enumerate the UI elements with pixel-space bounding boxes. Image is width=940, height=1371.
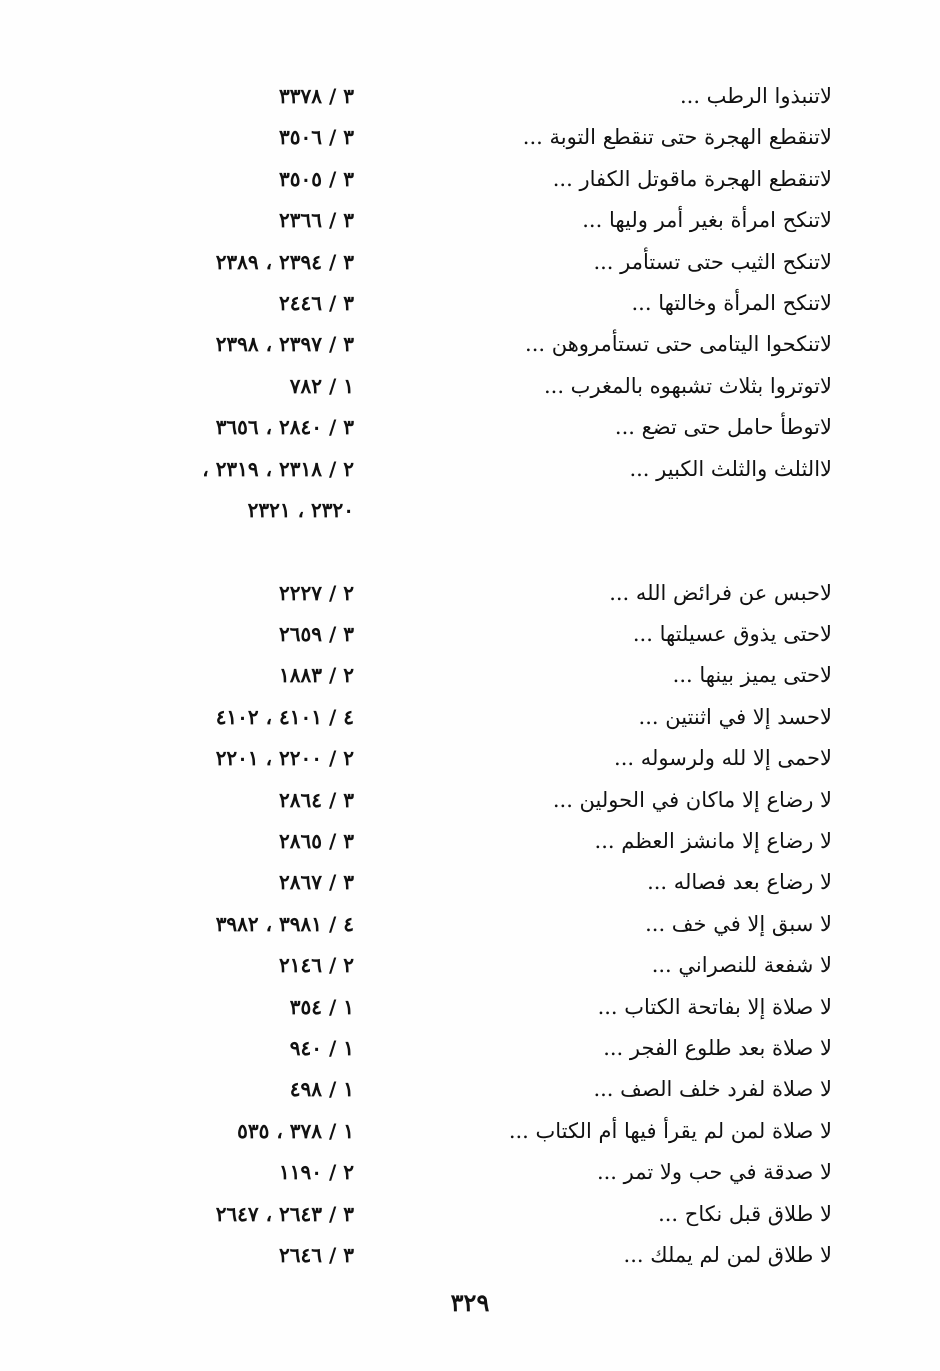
index-entry (0, 947, 940, 988)
index-entry (0, 492, 940, 533)
entry-text: لاحبس عن فرائض الله ... (609, 580, 832, 605)
entry-text: لاحتى يميز بينها ... (672, 663, 832, 688)
index-entry (0, 1154, 940, 1195)
entry-text: لاحمى إلا لله ولرسوله ... (614, 746, 832, 771)
index-entry (0, 1196, 940, 1237)
index-entry (0, 533, 940, 574)
page-number: ٣٢٩ (450, 1288, 490, 1317)
entry-reference: ٣ / ٢٣٩٤ ، ٢٣٨٩ (215, 249, 354, 274)
entry-reference: ٢٣٢٠ ، ٢٣٢١ (247, 497, 354, 522)
entry-reference: ٣ / ٢٦٤٦ (279, 1242, 354, 1267)
index-entry (0, 989, 940, 1030)
entry-text: لاتنكح الثيب حتى تستأمر ... (593, 249, 832, 274)
entry-reference: ١ / ٤٩٨ (289, 1077, 354, 1102)
index-entry (0, 78, 940, 119)
entry-reference: ٣ / ٢٨٦٧ (279, 870, 354, 895)
index-entry (0, 202, 940, 243)
entry-text: لا رضاع بعد فصاله ... (647, 870, 832, 895)
entry-reference: ٣ / ٢٦٥٩ (279, 622, 354, 647)
index-entry (0, 368, 940, 409)
entry-reference: ٣ / ٢٨٦٤ (279, 787, 354, 812)
entry-text: لا صلاة إلا بفاتحة الكتاب ... (597, 994, 832, 1019)
entry-text: لاالثلث والثلث الكبير ... (629, 456, 832, 481)
entry-text: لا صدقة في حب ولا تمر ... (596, 1160, 832, 1185)
index-entry (0, 244, 940, 285)
entry-text: لاتنقطع الهجرة ماقوتل الكفار ... (552, 166, 832, 191)
entry-text: لا شفعة للنصراني ... (651, 953, 832, 978)
entry-reference: ٢ / ٢١٤٦ (279, 953, 354, 978)
index-entry (0, 1113, 940, 1154)
entry-reference: ٣ / ٣٥٠٦ (279, 125, 354, 150)
entry-text: لاتوطأ حامل حتى تضع ... (614, 415, 832, 440)
entry-text: لاتنكحوا اليتامى حتى تستأمروهن ... (525, 332, 832, 357)
index-entry (0, 1030, 940, 1071)
index-entry (0, 740, 940, 781)
entry-reference: ١ / ٣٥٤ (289, 994, 354, 1019)
entry-text: لا سبق إلا في خف ... (645, 911, 832, 936)
entry-reference: ٣ / ٣٥٠٥ (279, 166, 354, 191)
entry-reference: ٢ / ١٨٨٣ (279, 663, 354, 688)
index-entry (0, 161, 940, 202)
entry-reference: ٣ / ٢٣٦٦ (279, 208, 354, 233)
entry-reference: ٣ / ٢٤٤٦ (279, 290, 354, 315)
entry-reference: ٤ / ٣٩٨١ ، ٣٩٨٢ (215, 911, 354, 936)
entry-reference: ٣ / ٢٦٤٣ ، ٢٦٤٧ (215, 1201, 354, 1226)
index-entry (0, 409, 940, 450)
entry-text: لا رضاع إلا ماكان في الحولين ... (552, 787, 832, 812)
index-entry (0, 906, 940, 947)
index-entry (0, 451, 940, 492)
entry-reference: ١ / ٣٧٨ ، ٥٣٥ (237, 1118, 354, 1143)
entry-reference: ٢ / ٢٢٠٠ ، ٢٢٠١ (215, 746, 354, 771)
entry-text: لاتنكح المرأة وخالتها ... (631, 290, 832, 315)
entry-text: لاتنقطع الهجرة حتى تنقطع التوبة ... (522, 125, 832, 150)
entry-text: لا رضاع إلا مانشز العظم ... (594, 829, 832, 854)
entry-text: لاتنبذوا الرطب ... (679, 84, 832, 108)
entry-text: لا صلاة لفرد خلف الصف ... (593, 1077, 832, 1102)
index-entry (0, 699, 940, 740)
index-entry (0, 864, 940, 905)
entry-reference: ٤ / ٤١٠١ ، ٤١٠٢ (215, 704, 354, 729)
entry-text: لا طلاق لمن لم يملك ... (623, 1242, 832, 1267)
entry-reference: ٣ / ٢٨٤٠ ، ٣٦٥٦ (215, 415, 354, 440)
entry-text: لا طلاق قبل نكاح ... (658, 1201, 832, 1226)
index-entry (0, 823, 940, 864)
index-entry (0, 782, 940, 823)
entry-reference: ٣ / ٢٨٦٥ (279, 829, 354, 854)
entry-text: لا صلاة لمن لم يقرأ فيها أم الكتاب ... (508, 1118, 832, 1143)
index-entry (0, 285, 940, 326)
index-entry (0, 616, 940, 657)
index-entry (0, 1237, 940, 1278)
entry-reference: ٣ / ٣٣٧٨ (279, 84, 354, 108)
index-entry (0, 575, 940, 616)
entry-reference: ٣ / ٢٣٩٧ ، ٢٣٩٨ (215, 332, 354, 357)
entry-text: لا صلاة بعد طلوع الفجر ... (603, 1035, 832, 1060)
entry-reference: ٢ / ٢٣١٨ ، ٢٣١٩ ، (202, 456, 354, 481)
entry-reference: ١ / ٧٨٢ (289, 373, 354, 398)
index-entry (0, 1071, 940, 1112)
index-entry (0, 119, 940, 160)
entry-text: لاتوتروا بثلاث تشبهوه بالمغرب ... (543, 373, 832, 398)
entry-text: لاحتى يذوق عسيلتها ... (632, 622, 832, 647)
entry-reference: ٢ / ١١٩٠ (279, 1160, 354, 1185)
index-entry (0, 326, 940, 367)
index-entry (0, 657, 940, 698)
entry-text: لاتنكح امرأة بغير أمر وليها ... (582, 208, 832, 233)
entry-reference: ١ / ٩٤٠ (289, 1035, 354, 1060)
entry-reference: ٢ / ٢٢٢٧ (279, 580, 354, 605)
hadith-index-list (0, 78, 940, 1278)
entry-text: لاحسد إلا في اثنتين ... (638, 704, 832, 729)
